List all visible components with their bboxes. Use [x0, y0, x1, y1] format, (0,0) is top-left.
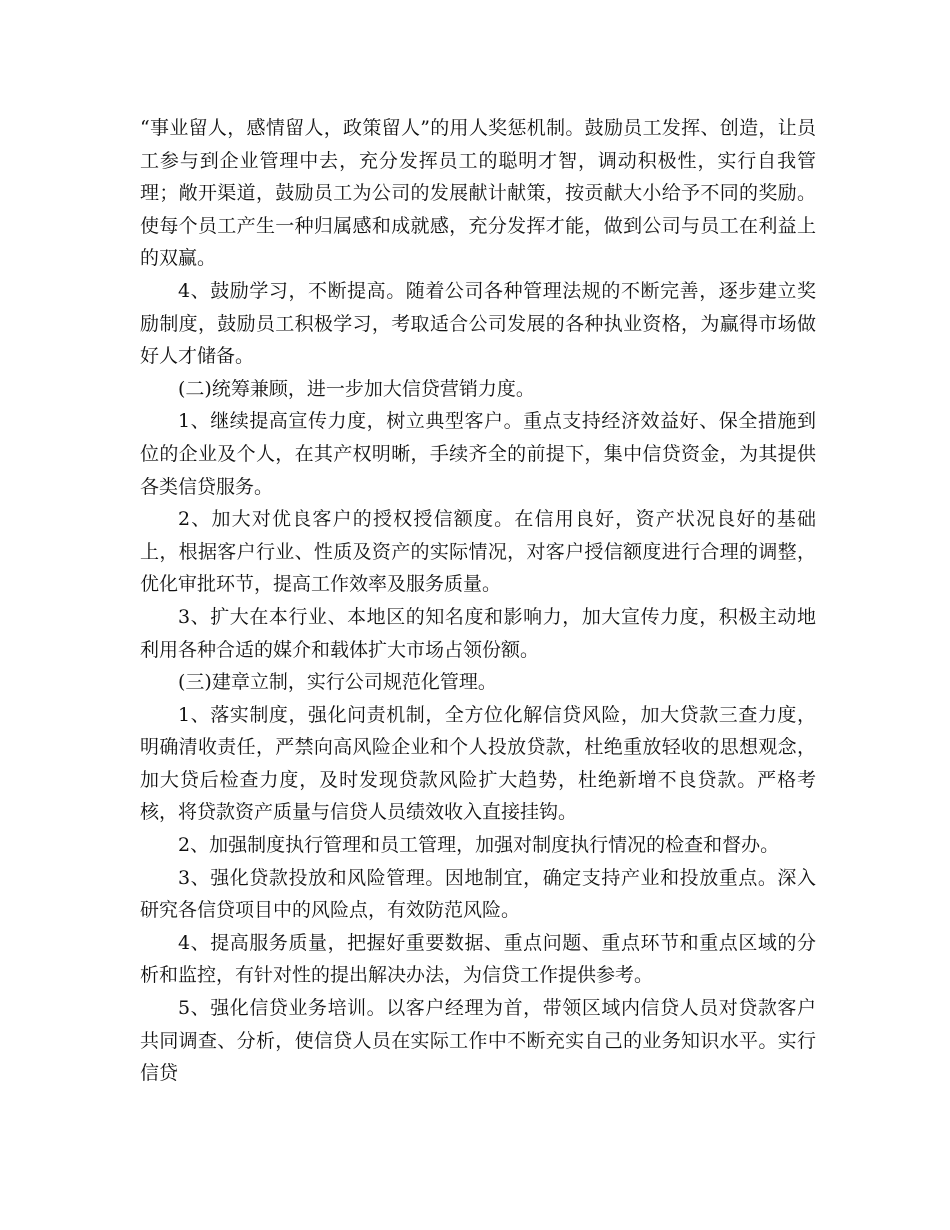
section-heading-2: (二)统筹兼顾，进一步加大信贷营销力度。	[178, 377, 535, 400]
paragraph-item-4-service: 4、提高服务质量，把握好重要数据、重点问题、重点环节和重点区域的分析和监控，有针对性的提出解决办法，为信贷工作提供参考。	[140, 931, 816, 987]
paragraph-item-1-promotion: 1、继续提高宣传力度，树立典型客户。重点支持经济效益好、保全措施到位的企业及个人，在其产权明晰，手续齐全的前提下，集中信贷资金，为其提供各类信贷服务。	[140, 410, 816, 498]
paragraph-item-2-credit-limit: 2、加大对优良客户的授权授信额度。在信用良好，资产状况良好的基础上，根据客户行业、性质及资产的实际情况，对客户授信额度进行合理的调整，优化审批环节，提高工作效率及服务质量。	[140, 508, 816, 596]
paragraph-item-2-execution: 2、加强制度执行管理和员工管理，加强对制度执行情况的检查和督办。	[178, 834, 780, 857]
paragraph-item-5-training: 5、强化信贷业务培训。以客户经理为首，带领区域内信贷人员对贷款客户共同调查、分析，使信贷人员在实际工作中不断充实自己的业务知识水平。实行信贷	[140, 997, 816, 1085]
document-body	[140, 112, 816, 1090]
paragraph-item-4-learning: 4、鼓励学习，不断提高。随着公司各种管理法规的不断完善，逐步建立奖励制度，鼓励员工积极学习，考取适合公司发展的各种执业资格，为赢得市场做好人才储备。	[140, 279, 816, 368]
section-heading-3: (三)建章立制，实行公司规范化管理。	[178, 671, 497, 694]
paragraph-item-3-risk: 3、强化贷款投放和风险管理。因地制宜，确定支持产业和投放重点。深入研究各信贷项目中的风险点，有效防范风险。	[140, 866, 816, 922]
paragraph-item-1-accountability: 1、落实制度，强化问责机制，全方位化解信贷风险，加大贷款三查力度，明确清收责任，严禁向高风险企业和个人投放贷款，杜绝重放轻收的思想观念，加大贷后检查力度，及时发现贷款风险扩大趋势，杜绝新增不良贷款。严格考核，将贷款资产质量与信贷人员绩效收入直接挂钩。	[140, 703, 816, 824]
paragraph-reward-mechanism: “事业留人，感情留人，政策留人”的用人奖惩机制。鼓励员工发挥、创造，让员工参与到企业管理中去，充分发挥员工的聪明才智，调动积极性，实行自我管理；敞开渠道，鼓励员工为公司的发展献计献策，按贡献大小给予不同的奖励。使每个员工产生一种归属感和成就感，充分发挥才能，做到公司与员工在利益上的双赢。	[140, 117, 816, 270]
paragraph-item-3-visibility: 3、扩大在本行业、本地区的知名度和影响力，加大宣传力度，积极主动地利用各种合适的媒介和载体扩大市场占领份额。	[140, 605, 816, 661]
